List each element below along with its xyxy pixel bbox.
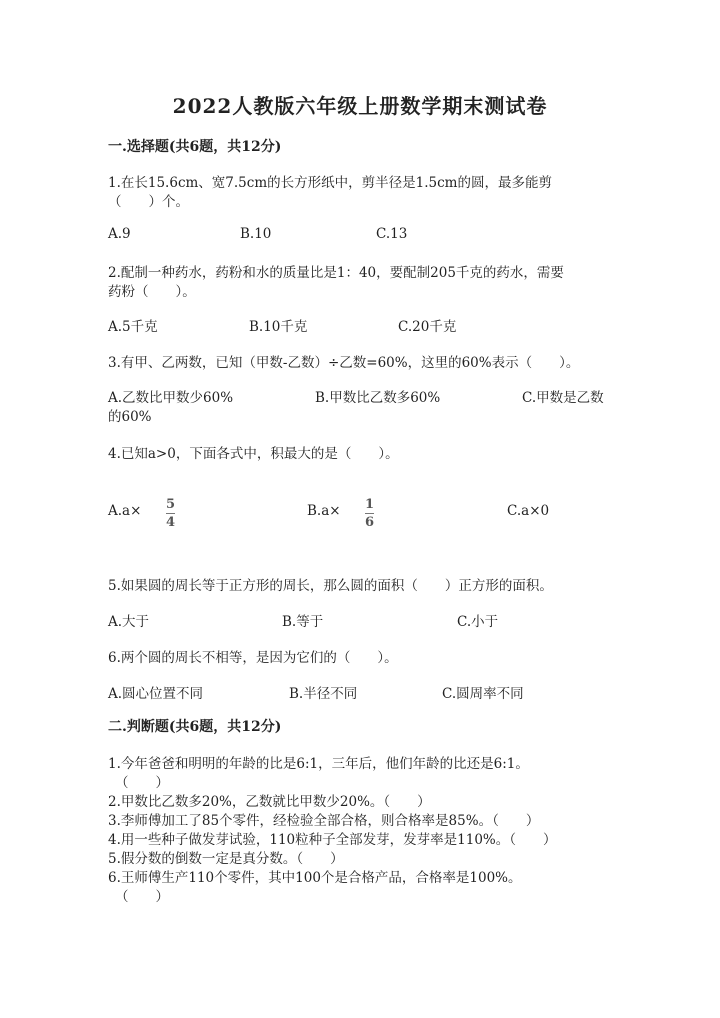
question-6-option-b: B.半径不同	[289, 686, 358, 702]
question-1-text: 1.在长15.6cm、宽7.5cm的长方形纸中，剪半径是1.5cm的圆，最多能剪	[108, 175, 552, 191]
question-4-fraction-a	[166, 497, 175, 530]
question-3-text: 3.有甲、乙两数，已知（甲数-乙数）÷乙数=60%，这里的60%表示（ ）。	[108, 355, 580, 371]
question-3-option-a: A.乙数比甲数少60%	[108, 390, 234, 406]
page-title: 2022人教版六年级上册数学期末测试卷	[172, 94, 548, 118]
question-1-text-cont: （ ）个。	[108, 194, 189, 210]
judgment-item: 5.假分数的倒数一定是真分数。（ ）	[108, 851, 344, 867]
judgment-item: 6.王师傅生产110个零件，其中100个是合格产品，合格率是100%。	[108, 870, 522, 886]
judgment-item: 3.李师傅加工了85个零件，经检验全部合格，则合格率是85%。（ ）	[108, 813, 540, 829]
question-2-option-a: A.5千克	[108, 319, 158, 335]
fraction-numerator: 5	[166, 497, 176, 512]
question-4-fraction-b	[365, 497, 374, 530]
fraction-bar	[365, 513, 374, 514]
question-4-option-a: A.a×	[108, 503, 142, 519]
judgment-item: 4.用一些种子做发芽试验，110粒种子全部发芽，发芽率是110%。（ ）	[108, 832, 557, 848]
question-4-text: 4.已知a>0，下面各式中，积最大的是（ ）。	[108, 446, 399, 462]
question-4-option-b: B.a×	[307, 503, 341, 519]
judgment-answer-blank: （ ）	[115, 889, 169, 905]
question-3-option-b: B.甲数比乙数多60%	[315, 390, 441, 406]
question-4-option-c: C.a×0	[507, 503, 550, 519]
judgment-item: 2.甲数比乙数多20%，乙数就比甲数少20%。（ ）	[108, 794, 431, 810]
question-6-option-c: C.圆周率不同	[442, 686, 524, 702]
question-3-option-c-cont: 的60%	[108, 409, 152, 425]
question-2-option-c: C.20千克	[398, 319, 457, 335]
question-2-text-cont: 药粉（ ）。	[108, 284, 196, 300]
question-5-text: 5.如果圆的周长等于正方形的周长，那么圆的面积（ ）正方形的面积。	[108, 578, 553, 594]
question-5-option-c: C.小于	[457, 614, 499, 630]
question-2-text: 2.配制一种药水，药粉和水的质量比是1：40，要配制205千克的药水，需要	[108, 265, 564, 281]
fraction-denominator: 4	[166, 515, 176, 530]
question-6-option-a: A.圆心位置不同	[108, 686, 204, 702]
fraction-denominator: 6	[365, 515, 375, 530]
question-1-option-c: C.13	[376, 226, 408, 242]
question-3-option-c: C.甲数是乙数	[522, 390, 604, 406]
judgment-answer-blank: （ ）	[115, 775, 169, 791]
question-1-option-a: A.9	[108, 226, 131, 242]
section-heading-judgment: 二.判断题(共6题，共12分)	[108, 719, 282, 735]
question-1-option-b: B.10	[240, 226, 272, 242]
question-5-option-b: B.等于	[282, 614, 324, 630]
question-2-option-b: B.10千克	[249, 319, 308, 335]
section-heading-choice: 一.选择题(共6题，共12分)	[108, 139, 282, 155]
question-6-text: 6.两个圆的周长不相等，是因为它们的（ ）。	[108, 650, 398, 666]
fraction-numerator: 1	[365, 497, 375, 512]
question-5-option-a: A.大于	[108, 614, 150, 630]
judgment-item: 1.今年爸爸和明明的年龄的比是6:1，三年后，他们年龄的比还是6:1。	[108, 756, 529, 772]
fraction-bar	[166, 513, 175, 514]
